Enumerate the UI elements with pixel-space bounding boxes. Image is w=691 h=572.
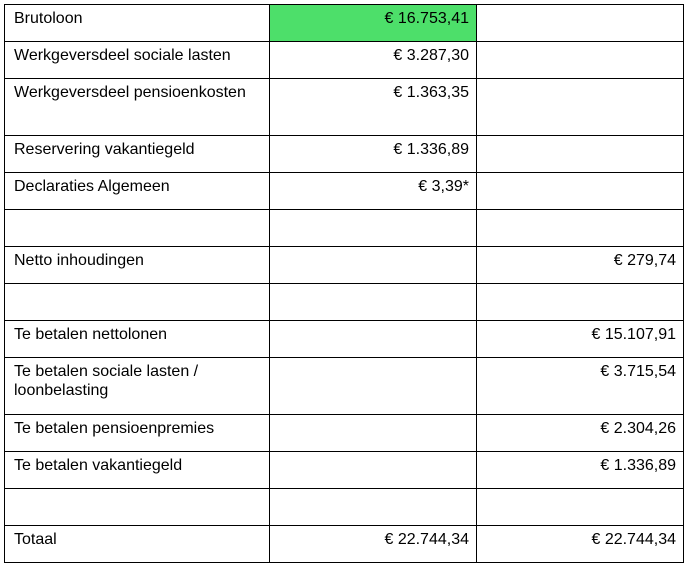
table-cell[interactable]: € 3,39* [270, 173, 477, 210]
row-label[interactable] [5, 210, 270, 247]
row-label[interactable]: Werkgeversdeel pensioenkosten [5, 79, 270, 136]
payroll-table [4, 4, 684, 563]
table-row-total [5, 526, 684, 563]
row-label[interactable]: Te betalen pensioenpremies [5, 415, 270, 452]
table-cell[interactable] [477, 42, 684, 79]
table-cell[interactable]: € 3.715,54 [477, 358, 684, 415]
cell-brutoloon-amount[interactable]: € 16.753,41 [270, 5, 477, 42]
table-row [5, 79, 684, 136]
table-row [5, 247, 684, 284]
table-cell[interactable] [477, 210, 684, 247]
table-row [5, 173, 684, 210]
table-cell[interactable] [270, 284, 477, 321]
total-cost-cell[interactable]: € 22.744,34 [270, 526, 477, 563]
table-row [5, 136, 684, 173]
table-cell[interactable] [477, 489, 684, 526]
table-row-empty [5, 210, 684, 247]
row-label[interactable]: Werkgeversdeel sociale lasten [5, 42, 270, 79]
table-cell[interactable] [477, 173, 684, 210]
table-cell[interactable] [270, 358, 477, 415]
table-cell[interactable]: € 15.107,91 [477, 321, 684, 358]
table-row-empty [5, 489, 684, 526]
row-label[interactable]: Te betalen vakantiegeld [5, 452, 270, 489]
table-cell[interactable]: € 2.304,26 [477, 415, 684, 452]
table-cell[interactable] [270, 321, 477, 358]
table-row [5, 5, 684, 42]
total-label[interactable]: Totaal [5, 526, 270, 563]
table-cell[interactable] [270, 210, 477, 247]
table-cell[interactable]: € 1.363,35 [270, 79, 477, 136]
table-cell[interactable] [477, 136, 684, 173]
row-label[interactable]: Netto inhoudingen [5, 247, 270, 284]
table-cell[interactable] [477, 79, 684, 136]
row-label[interactable]: Reservering vakantiegeld [5, 136, 270, 173]
table-cell[interactable] [270, 489, 477, 526]
row-label[interactable]: Te betalen sociale lasten / loonbelasting [5, 358, 270, 415]
row-label[interactable]: Te betalen nettolonen [5, 321, 270, 358]
table-cell[interactable]: € 3.287,30 [270, 42, 477, 79]
table-row [5, 42, 684, 79]
row-label[interactable]: Declaraties Algemeen [5, 173, 270, 210]
table-row [5, 415, 684, 452]
table-cell[interactable]: € 1.336,89 [270, 136, 477, 173]
table-cell[interactable]: € 279,74 [477, 247, 684, 284]
row-label[interactable]: Brutoloon [5, 5, 270, 42]
table-cell[interactable] [270, 415, 477, 452]
table-cell[interactable] [477, 5, 684, 42]
row-label[interactable] [5, 284, 270, 321]
table-row [5, 452, 684, 489]
table-row-empty [5, 284, 684, 321]
total-payable-cell[interactable]: € 22.744,34 [477, 526, 684, 563]
table-cell[interactable] [270, 247, 477, 284]
row-label[interactable] [5, 489, 270, 526]
table-row [5, 321, 684, 358]
table-row [5, 358, 684, 415]
table-cell[interactable]: € 1.336,89 [477, 452, 684, 489]
table-cell[interactable] [270, 452, 477, 489]
table-cell[interactable] [477, 284, 684, 321]
